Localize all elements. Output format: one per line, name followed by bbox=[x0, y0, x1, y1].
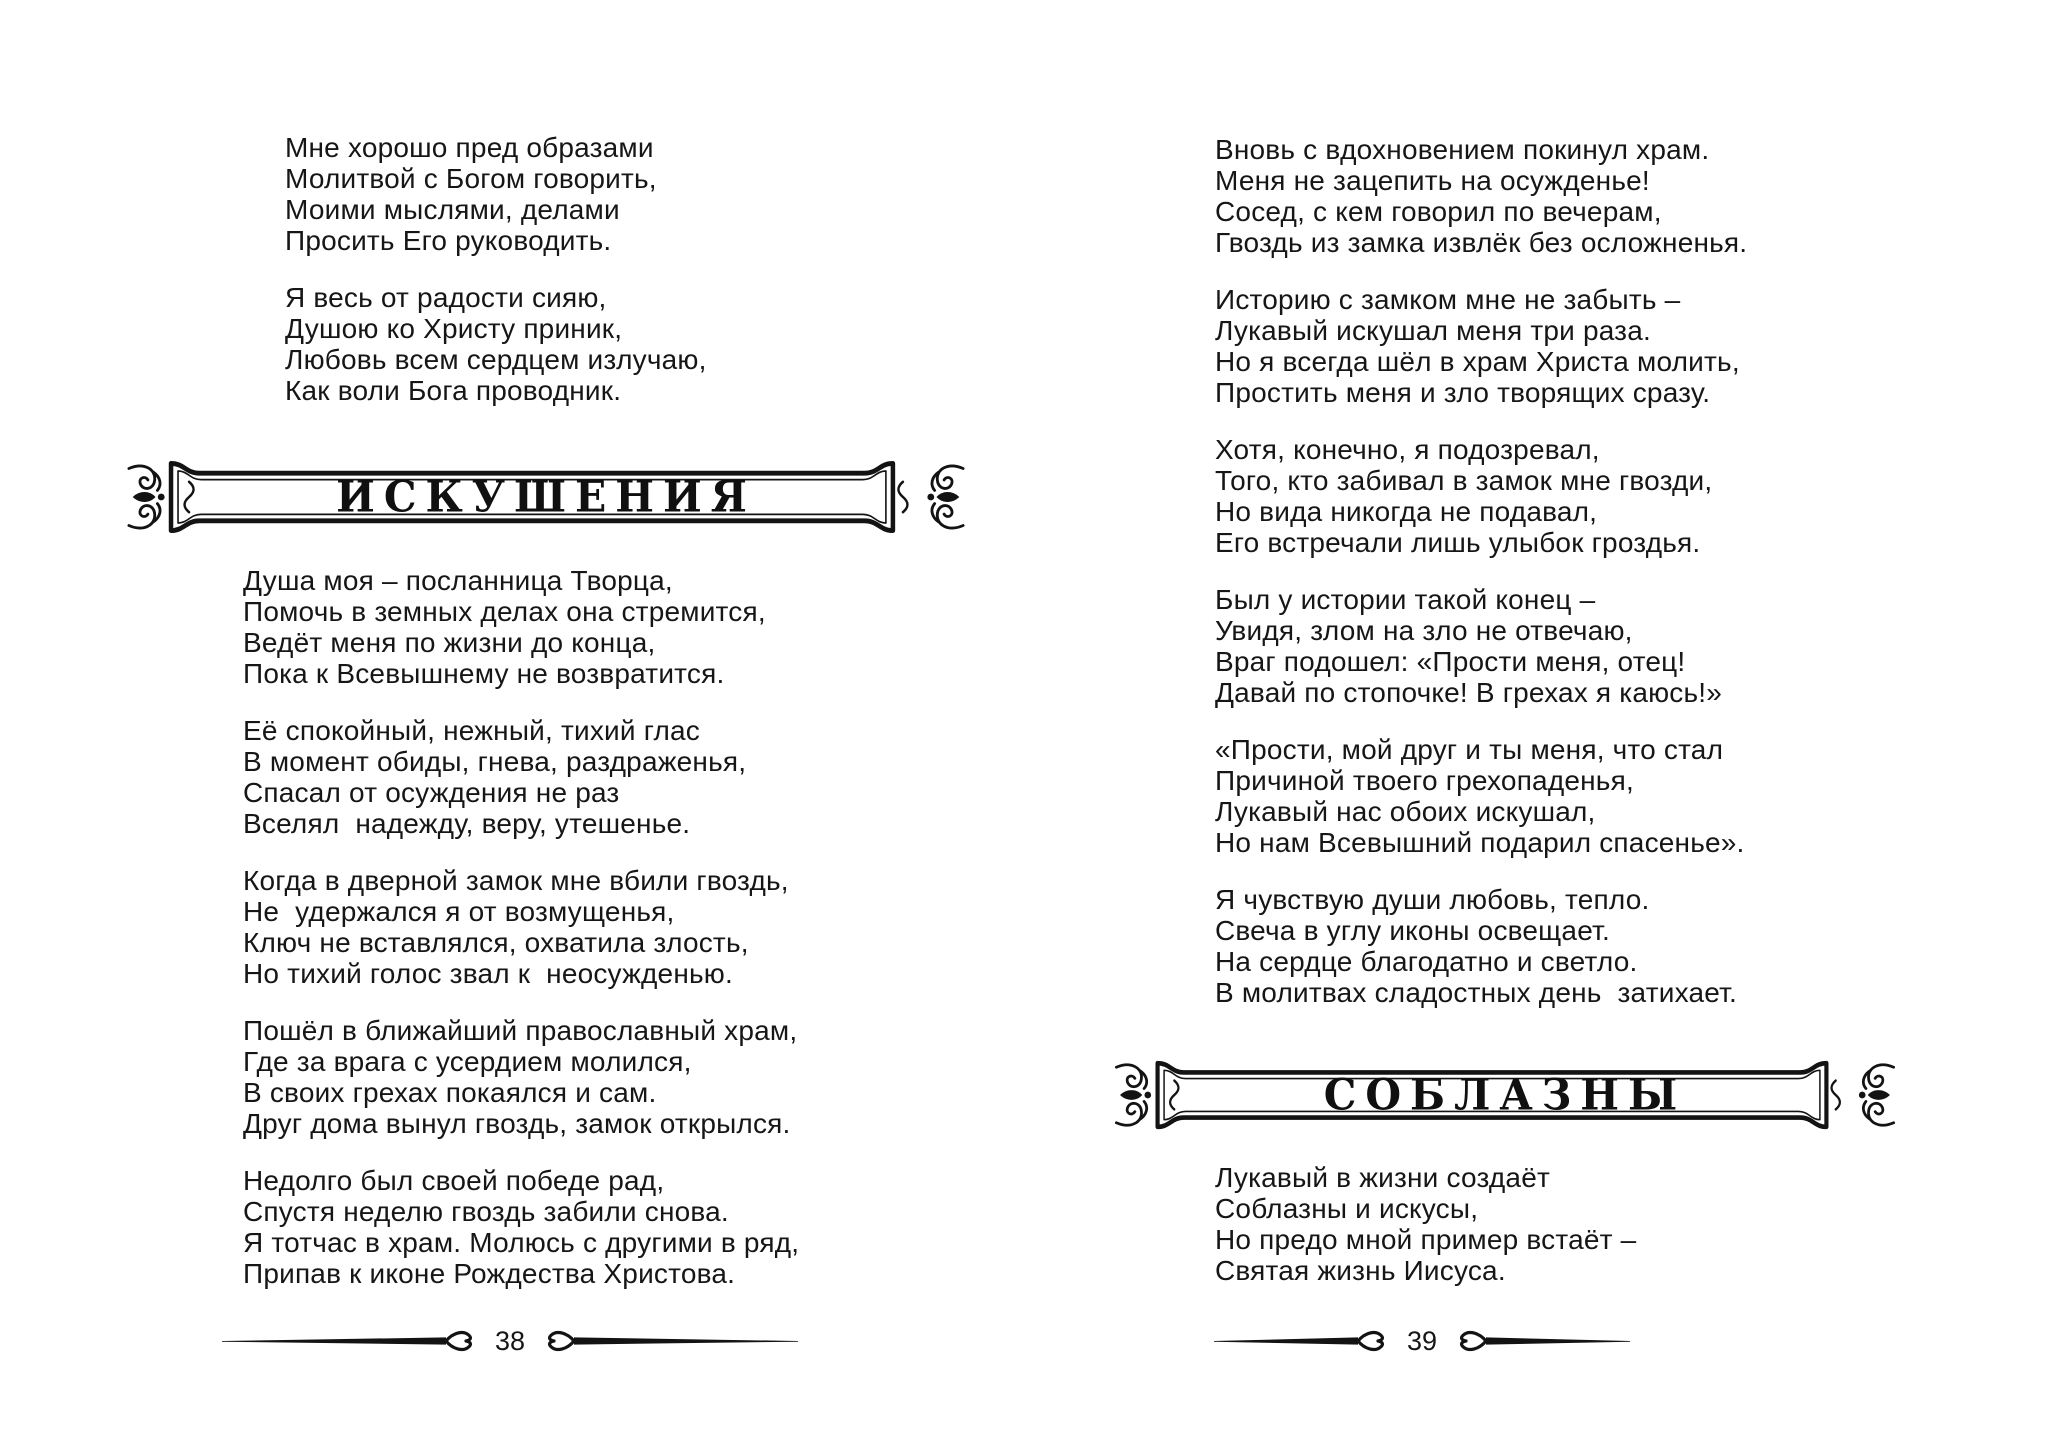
stanza bbox=[1215, 884, 1747, 1008]
header-title: СОБЛАЗНЫ bbox=[1323, 1070, 1687, 1120]
poem-line: Пока к Всевышнему не возвратится. bbox=[243, 658, 725, 689]
poem-line: Лукавый в жизни создаёт bbox=[1215, 1162, 1550, 1193]
poem-line: Спустя неделю гвоздь забили снова. bbox=[243, 1196, 729, 1227]
stanza bbox=[1215, 134, 1747, 258]
poem-line: Мне хорошо пред образами bbox=[285, 132, 654, 163]
poem-line: Но тихий голос звал к неосужденью. bbox=[243, 958, 733, 989]
poem-line: В молитвах сладостных день затихает. bbox=[1215, 977, 1737, 1008]
poem-line: Но нам Всевышний подарил спасенье». bbox=[1215, 827, 1745, 858]
ornament-fleuron-right-icon bbox=[1858, 1058, 1896, 1132]
page-number: 38 bbox=[489, 1327, 531, 1355]
poem-line: Но предо мной пример встаёт – bbox=[1215, 1224, 1637, 1255]
poem-line: Спасал от осуждения не раз bbox=[243, 777, 620, 808]
poem-line: Но я всегда шёл в храм Христа молить, bbox=[1215, 346, 1740, 377]
poem-line: «Прости, мой друг и ты меня, что стал bbox=[1215, 734, 1724, 765]
stanza bbox=[243, 1165, 799, 1289]
poem-line: Душою ко Христу приник, bbox=[285, 313, 623, 344]
poem-line: Вновь с вдохновением покинул храм. bbox=[1215, 134, 1710, 165]
poem-line: Друг дома вынул гвоздь, замок открылся. bbox=[243, 1108, 791, 1139]
section-header-soblazny bbox=[1114, 1058, 1896, 1132]
poem-line: Лукавый нас обоих искушал, bbox=[1215, 796, 1596, 827]
page-footer-right bbox=[1212, 1324, 1632, 1358]
ornament-fleuron-left-icon bbox=[127, 458, 165, 536]
poem-line: Соблазны и искусы, bbox=[1215, 1193, 1479, 1224]
poem-line: Пошёл в ближайший православный храм, bbox=[243, 1015, 798, 1046]
poem-line: Как воли Бога проводник. bbox=[285, 375, 622, 406]
poem-line: Просить Его руководить. bbox=[285, 225, 612, 256]
poem-line: Того, кто забивал в замок мне гвозди, bbox=[1215, 465, 1713, 496]
poem-line: Историю с замком мне не забыть – bbox=[1215, 284, 1681, 315]
poem-line: Я тотчас в храм. Молюсь с другими в ряд, bbox=[243, 1227, 800, 1258]
page-footer-left bbox=[220, 1324, 800, 1358]
poem-line: Моими мыслями, делами bbox=[285, 194, 620, 225]
poem-line: Сосед, с кем говорил по вечерам, bbox=[1215, 196, 1662, 227]
header-frame bbox=[1152, 1058, 1858, 1132]
poem-line: Ведёт меня по жизни до конца, bbox=[243, 627, 656, 658]
poem-line: Но вида никогда не подавал, bbox=[1215, 496, 1598, 527]
stanza bbox=[243, 715, 799, 839]
stanza bbox=[1215, 434, 1747, 558]
header-title: ИСКУШЕНИЯ bbox=[336, 472, 756, 522]
stanza-group-left-bottom bbox=[243, 565, 799, 1315]
poem-line: Святая жизнь Иисуса. bbox=[1215, 1255, 1506, 1286]
stanza bbox=[243, 565, 799, 689]
stanza bbox=[243, 865, 799, 989]
ornament-fleuron-left-icon bbox=[1114, 1058, 1152, 1132]
stanza bbox=[1215, 584, 1747, 708]
poem-line: В своих грехах покаялся и сам. bbox=[243, 1077, 657, 1108]
poem-line: Помочь в земных делах она стремится, bbox=[243, 596, 766, 627]
stanza bbox=[243, 1015, 799, 1139]
poem-line: Простить меня и зло творящих сразу. bbox=[1215, 377, 1711, 408]
poem-line: Хотя, конечно, я подозревал, bbox=[1215, 434, 1600, 465]
poem-line: Вселял надежду, веру, утешенье. bbox=[243, 808, 691, 839]
poem-line: Давай по стопочке! В грехах я каюсь!» bbox=[1215, 677, 1723, 708]
poem-line: Не удержался я от возмущенья, bbox=[243, 896, 675, 927]
stanza bbox=[285, 132, 707, 256]
poem-line: Где за врага с усердием молился, bbox=[243, 1046, 692, 1077]
poem-line: Припав к иконе Рождества Христова. bbox=[243, 1258, 736, 1289]
stanza-group-right-bottom bbox=[1215, 1162, 1636, 1312]
ornament-fleuron-right-icon bbox=[927, 458, 965, 536]
stanza bbox=[1215, 734, 1747, 858]
header-frame bbox=[165, 458, 927, 536]
poem-line: Причиной твоего грехопаденья, bbox=[1215, 765, 1634, 796]
poem-line: Я чувствую души любовь, тепло. bbox=[1215, 884, 1650, 915]
poem-line: На сердце благодатно и светло. bbox=[1215, 946, 1638, 977]
poem-line: Душа моя – посланница Творца, bbox=[243, 565, 673, 596]
poem-line: Свеча в углу иконы освещает. bbox=[1215, 915, 1610, 946]
poem-line: В момент обиды, гнева, раздраженья, bbox=[243, 746, 747, 777]
poem-line: Я весь от радости сияю, bbox=[285, 282, 607, 313]
poem-line: Меня не зацепить на осужденье! bbox=[1215, 165, 1650, 196]
poem-line: Ключ не вставлялся, охватила злость, bbox=[243, 927, 749, 958]
poem-line: Молитвой с Богом говорить, bbox=[285, 163, 657, 194]
stanza-group-right-top bbox=[1215, 134, 1747, 1034]
poem-line: Любовь всем сердцем излучаю, bbox=[285, 344, 707, 375]
stanza-group-left-top bbox=[285, 132, 707, 432]
poem-line: Недолго был своей победе рад, bbox=[243, 1165, 665, 1196]
section-header-iskusheniya bbox=[127, 458, 965, 536]
poem-line: Когда в дверной замок мне вбили гвоздь, bbox=[243, 865, 789, 896]
poem-line: Её спокойный, нежный, тихий глас bbox=[243, 715, 700, 746]
stanza bbox=[1215, 284, 1747, 408]
poem-line: Был у истории такой конец – bbox=[1215, 584, 1596, 615]
stanza bbox=[285, 282, 707, 406]
page-number: 39 bbox=[1401, 1327, 1443, 1355]
poem-line: Враг подошел: «Прости меня, отец! bbox=[1215, 646, 1686, 677]
stanza bbox=[1215, 1162, 1636, 1286]
poem-line: Гвоздь из замка извлёк без осложненья. bbox=[1215, 227, 1748, 258]
poem-line: Увидя, злом на зло не отвечаю, bbox=[1215, 615, 1633, 646]
poem-line: Его встречали лишь улыбок гроздья. bbox=[1215, 527, 1701, 558]
poem-line: Лукавый искушал меня три раза. bbox=[1215, 315, 1651, 346]
